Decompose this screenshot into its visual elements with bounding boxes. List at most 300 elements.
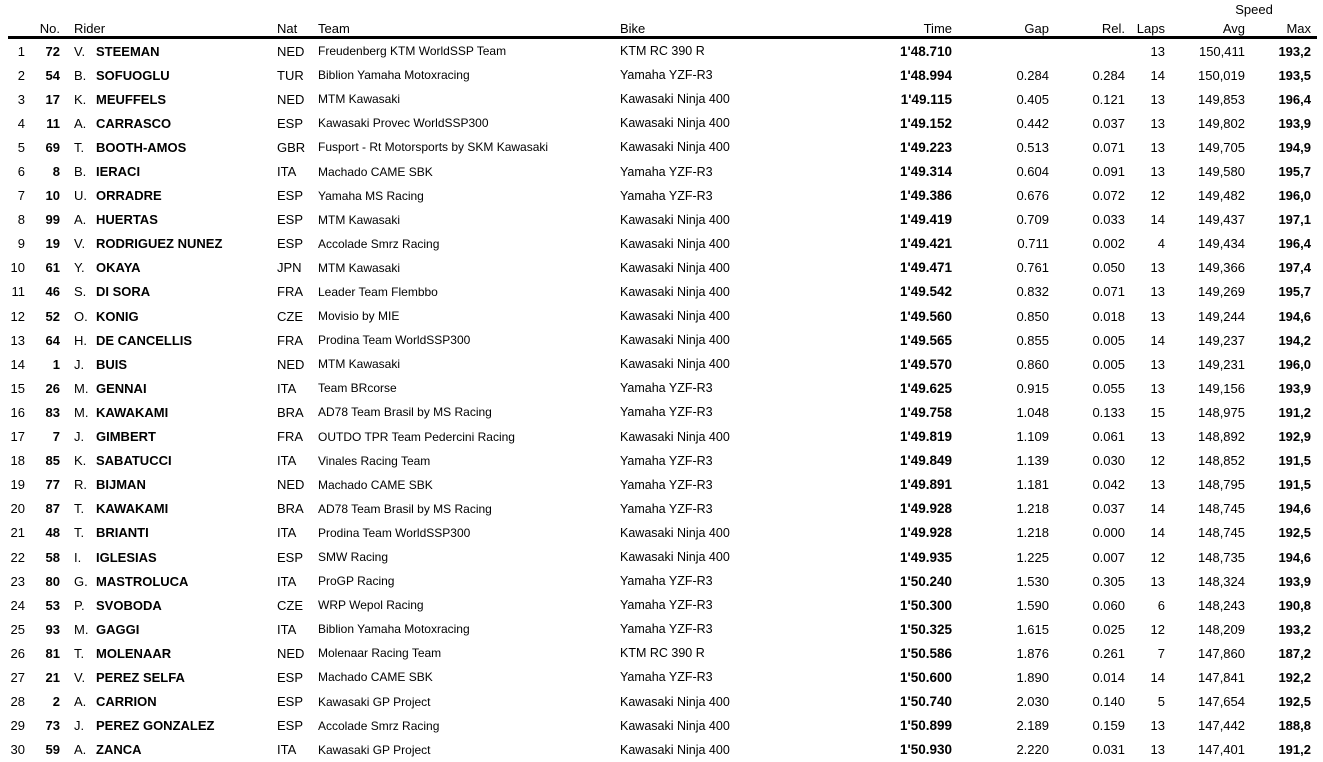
rider-number-cell: 61 [45, 260, 60, 276]
rider-name-cell [62, 232, 272, 256]
relative-gap-cell: 0.014 [1092, 669, 1125, 685]
position-cell: 4 [17, 115, 25, 131]
rider-name-cell [62, 280, 272, 304]
max-speed-cell: 194,2 [1278, 332, 1311, 348]
gap-cell: 2.189 [1016, 718, 1049, 734]
nationality-cell: FRA [277, 429, 303, 445]
nationality-cell: ITA [277, 164, 297, 180]
laps-cell: 12 [1150, 549, 1165, 565]
nationality-cell: BRA [277, 404, 304, 420]
bike-cell: KTM RC 390 R [620, 646, 705, 661]
max-speed-cell: 193,9 [1278, 573, 1311, 589]
rider-number-cell: 73 [45, 718, 60, 734]
column-header-avg-speed: Avg [1169, 17, 1248, 38]
best-time-cell: 1'50.899 [899, 718, 952, 734]
position-cell: 11 [11, 284, 25, 300]
best-time-cell: 1'49.471 [899, 260, 952, 276]
relative-gap-cell: 0.061 [1092, 429, 1125, 445]
gap-cell [955, 38, 1052, 64]
team-cell: Biblion Yamaha Motoxracing [318, 622, 470, 637]
rider-initial: U. [74, 188, 87, 204]
max-speed-cell: 193,2 [1278, 43, 1311, 59]
relative-gap-cell: 0.018 [1092, 308, 1125, 324]
table-header [8, 0, 1317, 38]
best-time-cell: 1'49.421 [899, 236, 952, 252]
team-cell: Kawasaki GP Project [318, 694, 431, 709]
avg-speed-cell: 147,654 [1198, 694, 1245, 710]
best-time-cell: 1'50.740 [899, 694, 952, 710]
rider-name-cell [62, 641, 272, 665]
result-row [8, 87, 1317, 111]
relative-gap-cell: 0.072 [1092, 188, 1125, 204]
rider-name-cell [62, 425, 272, 449]
best-time-cell: 1'48.710 [899, 43, 952, 59]
rider-name-cell [62, 376, 272, 400]
gap-cell: 0.284 [1016, 67, 1049, 83]
gap-cell: 0.711 [1017, 236, 1049, 252]
rider-surname: HUERTAS [96, 212, 158, 228]
result-row [8, 159, 1317, 183]
max-speed-cell: 197,4 [1278, 260, 1311, 276]
nationality-cell: GBR [277, 139, 306, 155]
avg-speed-cell: 149,366 [1198, 260, 1245, 276]
rider-name-cell [62, 159, 272, 183]
relative-gap-cell: 0.042 [1092, 477, 1125, 493]
position-cell: 7 [17, 188, 25, 204]
bike-cell: Yamaha YZF-R3 [620, 501, 713, 516]
gap-cell: 0.855 [1016, 332, 1049, 348]
team-cell: MTM Kawasaki [318, 260, 401, 275]
team-cell: Machado CAME SBK [318, 164, 433, 179]
rider-number-cell: 80 [45, 573, 60, 589]
max-speed-cell: 191,2 [1278, 404, 1311, 420]
rider-number-cell: 46 [45, 284, 60, 300]
position-cell: 23 [10, 573, 25, 589]
team-cell: Kawasaki Provec WorldSSP300 [318, 116, 489, 131]
relative-gap-cell [1052, 38, 1128, 64]
rider-surname: STEEMAN [96, 43, 160, 59]
position-cell: 20 [10, 501, 25, 517]
rider-initial: M. [74, 404, 89, 420]
bike-cell: Kawasaki Ninja 400 [620, 550, 730, 565]
rider-number-cell: 2 [52, 694, 60, 710]
best-time-cell: 1'49.891 [899, 477, 952, 493]
avg-speed-cell: 148,745 [1198, 501, 1245, 517]
avg-speed-cell: 149,437 [1198, 212, 1245, 228]
result-row [8, 593, 1317, 617]
relative-gap-cell: 0.284 [1092, 67, 1125, 83]
gap-cell: 0.513 [1016, 139, 1049, 155]
position-cell: 30 [10, 742, 25, 758]
bike-cell: KTM RC 390 R [620, 44, 705, 59]
relative-gap-cell: 0.031 [1092, 742, 1125, 758]
bike-cell: Kawasaki Ninja 400 [620, 284, 730, 299]
laps-cell: 13 [1150, 573, 1165, 589]
rider-number-cell: 58 [45, 549, 60, 565]
nationality-cell: NED [277, 43, 305, 59]
avg-speed-cell: 147,442 [1198, 718, 1245, 734]
nationality-cell: ESP [277, 188, 304, 204]
position-cell: 10 [10, 260, 25, 276]
team-cell: Prodina Team WorldSSP300 [318, 525, 471, 540]
avg-speed-cell: 147,401 [1198, 742, 1245, 758]
bike-cell: Kawasaki Ninja 400 [620, 309, 730, 324]
laps-cell: 6 [1157, 597, 1165, 613]
max-speed-cell: 195,7 [1278, 164, 1311, 180]
rider-initial: B. [74, 67, 87, 83]
laps-cell: 14 [1150, 67, 1165, 83]
rider-initial: T. [74, 525, 85, 541]
nationality-cell: ITA [277, 621, 297, 637]
result-row [8, 135, 1317, 159]
relative-gap-cell: 0.007 [1092, 549, 1125, 565]
result-row [8, 63, 1317, 87]
laps-cell: 5 [1157, 694, 1165, 710]
nationality-cell: ESP [277, 212, 304, 228]
rider-initial: B. [74, 164, 87, 180]
nationality-cell: CZE [277, 597, 303, 613]
relative-gap-cell: 0.261 [1092, 645, 1125, 661]
laps-cell: 13 [1150, 139, 1165, 155]
max-speed-cell: 194,9 [1278, 139, 1311, 155]
position-cell: 15 [10, 380, 25, 396]
nationality-cell: ITA [277, 380, 297, 396]
gap-cell: 1.181 [1016, 477, 1049, 493]
rider-name-cell [62, 87, 272, 111]
avg-speed-cell: 149,156 [1198, 380, 1245, 396]
column-header-number: No. [28, 17, 62, 38]
column-header-bike: Bike [612, 17, 866, 38]
result-row [8, 400, 1317, 424]
nationality-cell: ITA [277, 453, 297, 469]
best-time-cell: 1'49.152 [899, 115, 952, 131]
best-time-cell: 1'49.386 [899, 188, 952, 204]
max-speed-cell: 192,9 [1278, 429, 1311, 445]
column-header-rel: Rel. [1052, 17, 1128, 38]
result-row [8, 497, 1317, 521]
position-cell: 3 [17, 91, 25, 107]
team-cell: Kawasaki GP Project [318, 742, 431, 757]
rider-surname: PEREZ SELFA [96, 669, 185, 685]
bike-cell: Kawasaki Ninja 400 [620, 260, 730, 275]
laps-cell: 14 [1150, 501, 1165, 517]
gap-cell: 1.048 [1016, 404, 1049, 420]
best-time-cell: 1'49.314 [899, 164, 952, 180]
rider-surname: SABATUCCI [96, 453, 172, 469]
result-row [8, 208, 1317, 232]
position-cell: 17 [10, 429, 25, 445]
team-cell: Prodina Team WorldSSP300 [318, 333, 471, 348]
rider-name-cell [62, 63, 272, 87]
bike-cell: Yamaha YZF-R3 [620, 453, 713, 468]
max-speed-cell: 194,6 [1278, 308, 1311, 324]
rider-surname: MEUFFELS [96, 91, 167, 107]
rider-initial: M. [74, 380, 89, 396]
position-cell: 1 [17, 43, 25, 59]
position-cell: 2 [17, 67, 25, 83]
team-cell: Machado CAME SBK [318, 670, 433, 685]
avg-speed-cell: 147,841 [1198, 669, 1245, 685]
team-cell: WRP Wepol Racing [318, 598, 424, 613]
rider-initial: G. [74, 573, 88, 589]
column-header-gap: Gap [955, 17, 1052, 38]
best-time-cell: 1'49.935 [899, 549, 952, 565]
rider-surname: GAGGI [96, 621, 140, 637]
rider-initial: A. [74, 694, 87, 710]
best-time-cell: 1'50.930 [899, 742, 952, 758]
nationality-cell: TUR [277, 67, 304, 83]
column-header-row [8, 17, 1317, 38]
rider-number-cell: 48 [45, 525, 60, 541]
avg-speed-cell: 149,237 [1198, 332, 1245, 348]
result-row [8, 111, 1317, 135]
position-cell: 26 [10, 645, 25, 661]
avg-speed-cell: 148,745 [1198, 525, 1245, 541]
avg-speed-cell: 148,243 [1198, 597, 1245, 613]
laps-cell: 14 [1150, 525, 1165, 541]
gap-cell: 0.442 [1016, 115, 1049, 131]
rider-initial: J. [74, 718, 85, 734]
avg-speed-cell: 149,434 [1198, 236, 1245, 252]
rider-surname: DI SORA [96, 284, 151, 300]
rider-initial: Y. [74, 260, 85, 276]
rider-number-cell: 19 [45, 236, 60, 252]
bike-cell: Kawasaki Ninja 400 [620, 525, 730, 540]
avg-speed-cell: 149,231 [1198, 356, 1245, 372]
rider-surname: KAWAKAMI [96, 501, 169, 517]
team-cell: MTM Kawasaki [318, 212, 401, 227]
rider-name-cell [62, 497, 272, 521]
position-cell: 29 [10, 718, 25, 734]
relative-gap-cell: 0.002 [1092, 236, 1125, 252]
nationality-cell: NED [277, 477, 305, 493]
bike-cell: Kawasaki Ninja 400 [620, 429, 730, 444]
gap-cell: 1.615 [1016, 621, 1049, 637]
avg-speed-cell: 150,411 [1198, 43, 1245, 59]
best-time-cell: 1'50.325 [899, 621, 952, 637]
relative-gap-cell: 0.305 [1092, 573, 1125, 589]
column-header-rider: Rider [62, 17, 272, 38]
column-header-speed-group: Speed [1235, 2, 1273, 17]
gap-cell: 2.030 [1016, 694, 1049, 710]
rider-name-cell [62, 738, 272, 762]
team-cell: Accolade Smrz Racing [318, 236, 440, 251]
laps-cell: 13 [1150, 742, 1165, 758]
rider-name-cell [62, 473, 272, 497]
position-cell: 8 [17, 212, 25, 228]
avg-speed-cell: 149,853 [1198, 91, 1245, 107]
relative-gap-cell: 0.071 [1092, 139, 1125, 155]
relative-gap-cell: 0.000 [1092, 525, 1125, 541]
rider-name-cell [62, 111, 272, 135]
results-body [8, 38, 1317, 762]
rider-number-cell: 59 [45, 742, 60, 758]
max-speed-cell: 194,6 [1278, 501, 1311, 517]
rider-name-cell [62, 714, 272, 738]
position-cell: 27 [10, 669, 25, 685]
relative-gap-cell: 0.005 [1092, 332, 1125, 348]
classification-table [8, 0, 1317, 762]
rider-initial: K. [74, 91, 87, 107]
best-time-cell: 1'49.565 [899, 332, 952, 348]
column-header-nat: Nat [272, 17, 316, 38]
bike-cell: Yamaha YZF-R3 [620, 477, 713, 492]
gap-cell: 1.890 [1016, 669, 1049, 685]
position-cell: 5 [17, 139, 25, 155]
rider-name-cell [62, 665, 272, 689]
gap-cell: 0.709 [1016, 212, 1049, 228]
laps-cell: 14 [1150, 212, 1165, 228]
relative-gap-cell: 0.121 [1092, 91, 1125, 107]
position-cell: 28 [10, 694, 25, 710]
bike-cell: Kawasaki Ninja 400 [620, 212, 730, 227]
result-row [8, 449, 1317, 473]
best-time-cell: 1'50.600 [899, 669, 952, 685]
column-header-position [8, 17, 28, 38]
rider-initial: T. [74, 645, 85, 661]
column-header-time: Time [866, 17, 955, 38]
rider-name-cell [62, 521, 272, 545]
relative-gap-cell: 0.091 [1092, 164, 1125, 180]
relative-gap-cell: 0.133 [1092, 404, 1125, 420]
rider-surname: SVOBODA [96, 597, 162, 613]
avg-speed-cell: 149,244 [1198, 308, 1245, 324]
relative-gap-cell: 0.060 [1092, 597, 1125, 613]
rider-surname: BOOTH-AMOS [96, 139, 187, 155]
rider-surname: MOLENAAR [96, 645, 172, 661]
bike-cell: Yamaha YZF-R3 [620, 622, 713, 637]
rider-surname: BUIS [96, 356, 128, 372]
rider-initial: R. [74, 477, 87, 493]
team-cell: SMW Racing [318, 550, 389, 565]
max-speed-cell: 188,8 [1278, 718, 1311, 734]
best-time-cell: 1'49.625 [899, 380, 952, 396]
best-time-cell: 1'49.849 [899, 453, 952, 469]
laps-cell: 13 [1150, 356, 1165, 372]
rider-number-cell: 93 [45, 621, 60, 637]
bike-cell: Yamaha YZF-R3 [620, 381, 713, 396]
avg-speed-cell: 148,975 [1198, 404, 1245, 420]
gap-cell: 0.761 [1016, 260, 1049, 276]
team-cell: Accolade Smrz Racing [318, 718, 440, 733]
rider-number-cell: 85 [45, 453, 60, 469]
team-cell: Vinales Racing Team [318, 453, 431, 468]
column-header-laps: Laps [1128, 17, 1169, 38]
laps-cell: 12 [1150, 188, 1165, 204]
nationality-cell: ESP [277, 549, 304, 565]
rider-name-cell [62, 38, 272, 64]
result-row [8, 473, 1317, 497]
gap-cell: 1.218 [1016, 525, 1049, 541]
best-time-cell: 1'50.240 [899, 573, 952, 589]
best-time-cell: 1'50.586 [899, 645, 952, 661]
relative-gap-cell: 0.037 [1092, 115, 1125, 131]
team-cell: MTM Kawasaki [318, 357, 401, 372]
result-row [8, 690, 1317, 714]
avg-speed-cell: 149,269 [1198, 284, 1245, 300]
avg-speed-cell: 148,892 [1198, 429, 1245, 445]
rider-surname: PEREZ GONZALEZ [96, 718, 215, 734]
nationality-cell: CZE [277, 308, 303, 324]
team-cell: AD78 Team Brasil by MS Racing [318, 405, 492, 420]
laps-cell: 13 [1150, 477, 1165, 493]
max-speed-cell: 191,5 [1278, 453, 1311, 469]
gap-cell: 0.405 [1016, 91, 1049, 107]
bike-cell: Yamaha YZF-R3 [620, 598, 713, 613]
best-time-cell: 1'49.570 [899, 356, 952, 372]
best-time-cell: 1'49.542 [899, 284, 952, 300]
max-speed-cell: 192,2 [1278, 669, 1311, 685]
rider-surname: DE CANCELLIS [96, 332, 193, 348]
result-row [8, 232, 1317, 256]
avg-speed-cell: 148,795 [1198, 477, 1245, 493]
max-speed-cell: 192,5 [1278, 694, 1311, 710]
best-time-cell: 1'49.928 [899, 501, 952, 517]
max-speed-cell: 190,8 [1278, 597, 1311, 613]
result-row [8, 738, 1317, 762]
result-row [8, 280, 1317, 304]
rider-initial: H. [74, 332, 87, 348]
result-row [8, 256, 1317, 280]
bike-cell: Kawasaki Ninja 400 [620, 140, 730, 155]
rider-name-cell [62, 593, 272, 617]
nationality-cell: NED [277, 91, 305, 107]
rider-number-cell: 54 [45, 67, 60, 83]
rider-initial: P. [74, 597, 85, 613]
result-row [8, 617, 1317, 641]
gap-cell: 0.850 [1016, 308, 1049, 324]
team-cell: Movisio by MIE [318, 309, 400, 324]
position-cell: 9 [17, 236, 25, 252]
gap-cell: 0.915 [1016, 380, 1049, 396]
avg-speed-cell: 148,735 [1198, 549, 1245, 565]
relative-gap-cell: 0.159 [1092, 718, 1125, 734]
nationality-cell: ITA [277, 573, 297, 589]
result-row [8, 328, 1317, 352]
laps-cell: 13 [1150, 260, 1165, 276]
gap-cell: 0.860 [1016, 356, 1049, 372]
max-speed-cell: 196,4 [1278, 236, 1311, 252]
nationality-cell: BRA [277, 501, 304, 517]
rider-surname: IGLESIAS [96, 549, 157, 565]
rider-number-cell: 69 [45, 139, 60, 155]
rider-number-cell: 87 [45, 501, 60, 517]
rider-initial: J. [74, 429, 85, 445]
laps-cell: 13 [1150, 429, 1165, 445]
rider-name-cell [62, 304, 272, 328]
best-time-cell: 1'49.115 [900, 91, 952, 107]
bike-cell: Yamaha YZF-R3 [620, 164, 713, 179]
position-cell: 6 [17, 164, 25, 180]
nationality-cell: NED [277, 645, 305, 661]
rider-surname: GENNAI [96, 380, 147, 396]
bike-cell: Kawasaki Ninja 400 [620, 92, 730, 107]
bike-cell: Kawasaki Ninja 400 [620, 357, 730, 372]
result-row [8, 184, 1317, 208]
result-row [8, 714, 1317, 738]
rider-initial: A. [74, 742, 87, 758]
avg-speed-cell: 149,482 [1198, 188, 1245, 204]
avg-speed-cell: 149,802 [1198, 115, 1245, 131]
rider-surname: OKAYA [96, 260, 141, 276]
gap-cell: 1.530 [1016, 573, 1049, 589]
relative-gap-cell: 0.025 [1092, 621, 1125, 637]
rider-initial: K. [74, 453, 87, 469]
laps-cell: 13 [1150, 115, 1165, 131]
relative-gap-cell: 0.005 [1092, 356, 1125, 372]
team-cell: AD78 Team Brasil by MS Racing [318, 501, 492, 516]
relative-gap-cell: 0.037 [1092, 501, 1125, 517]
